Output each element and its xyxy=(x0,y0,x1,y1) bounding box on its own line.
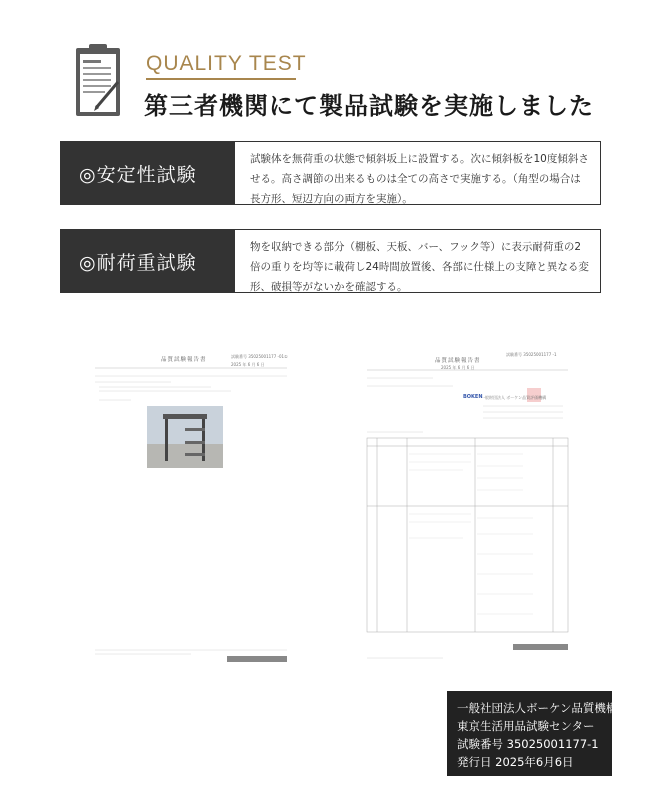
report-date-right: 2025 年 6 月 6 日 xyxy=(441,365,475,370)
issuer-info-box xyxy=(447,691,618,776)
test-number: 試験番号 35025001177-1 xyxy=(457,737,599,751)
test-report-document-left xyxy=(91,348,291,670)
stability-test-block xyxy=(60,141,601,205)
report-number-right: 試験番号 35025001177 -1 xyxy=(506,352,557,357)
issuer-center: 東京生活用品試験センター xyxy=(457,719,595,733)
report-date-left: 2025 年 6 月 6 日 xyxy=(231,362,265,367)
clipboard-icon xyxy=(74,42,122,118)
issue-date: 発行日 2025年6月6日 xyxy=(457,755,574,769)
issuer-name: 一般財団法人 ボーケン品質評価機構 xyxy=(481,395,547,400)
report-title-left: 品質試験報告書 xyxy=(161,357,207,363)
stability-test-description: 試験体を無荷重の状態で傾斜坂上に設置する。次に傾斜板を10度傾斜させる。高さ調節の出来るものは全ての高さで実施する。（角型の場合は長方形、短辺方向の両方を実施）。 xyxy=(250,153,589,205)
stability-test-label: ◎安定性試験 xyxy=(61,142,235,204)
test-report-document-right xyxy=(363,348,572,670)
report-page-graphic xyxy=(91,348,291,670)
header xyxy=(70,38,630,124)
load-test-description: 物を収納できる部分（棚板、天板、バー、フック等）に表示耐荷重の2倍の重りを均等に載荷し24時間放置後、各部に仕様上の支障と異なる変形、破損等がないかを確認する。 xyxy=(250,241,589,293)
report-number-left: 試験番号 35025001177 -01① xyxy=(231,354,288,359)
eyebrow-underline xyxy=(146,78,296,80)
boken-logo: BOKEN xyxy=(463,394,483,400)
issuer-organization: 一般社団法人ボーケン品質機構 xyxy=(457,701,618,715)
report-title-right: 品質試験報告書 xyxy=(435,358,481,364)
page-title: 第三者機関にて製品試験を実施しました xyxy=(144,92,594,120)
eyebrow-title: QUALITY TEST xyxy=(146,52,307,75)
load-test-block xyxy=(60,229,601,293)
load-test-label: ◎耐荷重試験 xyxy=(61,230,235,292)
